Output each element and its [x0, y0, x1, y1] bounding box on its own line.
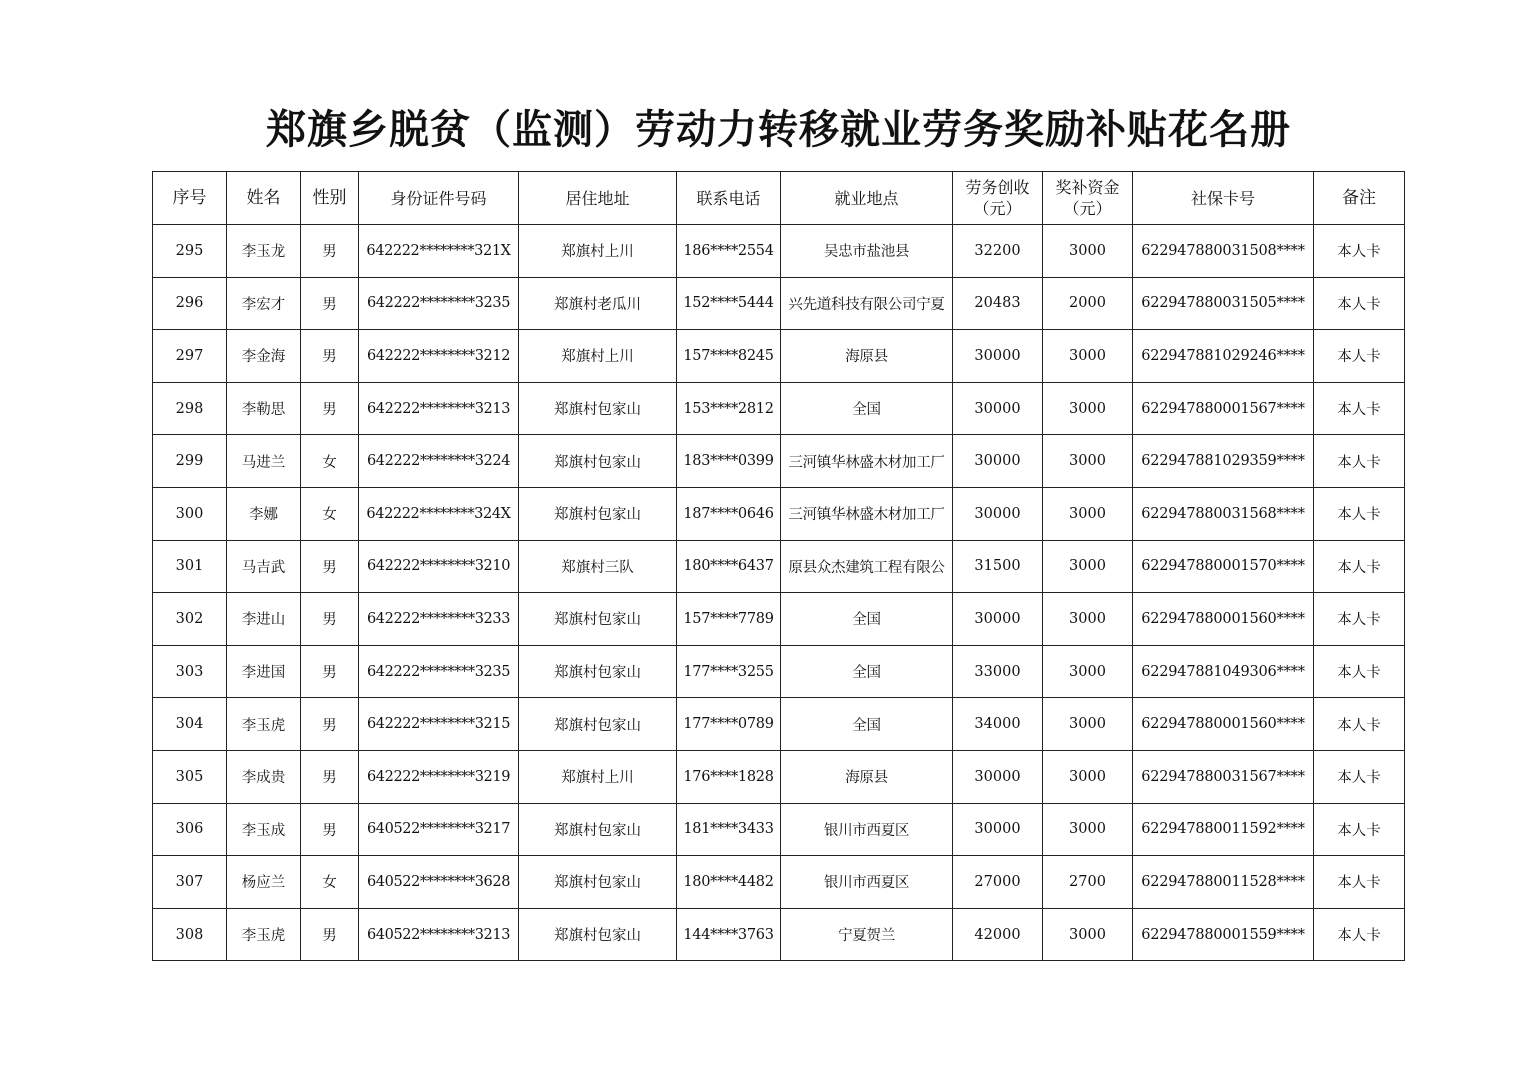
cell-phone: 144****3763 — [677, 908, 781, 961]
cell-work-place: 三河镇华林盛木材加工厂 — [781, 435, 953, 488]
cell-work-place: 银川市西夏区 — [781, 803, 953, 856]
cell-seq: 305 — [153, 750, 227, 803]
header-phone: 联系电话 — [677, 172, 781, 225]
cell-address: 郑旗村包家山 — [519, 435, 677, 488]
cell-seq: 304 — [153, 698, 227, 751]
cell-id-number: 642222********3213 — [359, 382, 519, 435]
cell-seq: 306 — [153, 803, 227, 856]
cell-name: 李玉成 — [227, 803, 301, 856]
cell-phone: 183****0399 — [677, 435, 781, 488]
cell-gender: 男 — [301, 277, 359, 330]
cell-card-number: 622947880011528**** — [1133, 856, 1314, 909]
header-card-number: 社保卡号 — [1133, 172, 1314, 225]
cell-subsidy: 3000 — [1043, 487, 1133, 540]
cell-remark: 本人卡 — [1314, 225, 1405, 278]
cell-gender: 女 — [301, 435, 359, 488]
cell-id-number: 642222********3224 — [359, 435, 519, 488]
cell-card-number: 622947880001560**** — [1133, 593, 1314, 646]
cell-phone: 181****3433 — [677, 803, 781, 856]
cell-income: 32200 — [953, 225, 1043, 278]
cell-remark: 本人卡 — [1314, 330, 1405, 383]
cell-remark: 本人卡 — [1314, 645, 1405, 698]
header-remark: 备注 — [1314, 172, 1405, 225]
cell-work-place: 宁夏贺兰 — [781, 908, 953, 961]
cell-address: 郑旗村上川 — [519, 225, 677, 278]
cell-card-number: 622947880001560**** — [1133, 698, 1314, 751]
cell-address: 郑旗村包家山 — [519, 803, 677, 856]
cell-id-number: 642222********3215 — [359, 698, 519, 751]
cell-seq: 302 — [153, 593, 227, 646]
cell-gender: 女 — [301, 856, 359, 909]
cell-remark: 本人卡 — [1314, 435, 1405, 488]
cell-income: 30000 — [953, 435, 1043, 488]
cell-id-number: 642222********3233 — [359, 593, 519, 646]
cell-subsidy: 2700 — [1043, 856, 1133, 909]
cell-phone: 153****2812 — [677, 382, 781, 435]
cell-id-number: 642222********321X — [359, 225, 519, 278]
table-row — [153, 435, 1405, 488]
cell-seq: 297 — [153, 330, 227, 383]
cell-phone: 180****4482 — [677, 856, 781, 909]
header-gender: 性别 — [301, 172, 359, 225]
cell-work-place: 兴先道科技有限公司宁夏 — [781, 277, 953, 330]
cell-card-number: 622947880011592**** — [1133, 803, 1314, 856]
cell-seq: 299 — [153, 435, 227, 488]
cell-remark: 本人卡 — [1314, 856, 1405, 909]
cell-seq: 301 — [153, 540, 227, 593]
cell-card-number: 622947880001567**** — [1133, 382, 1314, 435]
cell-seq: 308 — [153, 908, 227, 961]
cell-subsidy: 3000 — [1043, 698, 1133, 751]
cell-id-number: 642222********3235 — [359, 277, 519, 330]
cell-phone: 177****3255 — [677, 645, 781, 698]
table-header — [153, 172, 1405, 225]
header-income: 劳务创收（元） — [953, 172, 1043, 225]
cell-phone: 152****5444 — [677, 277, 781, 330]
cell-address: 郑旗村三队 — [519, 540, 677, 593]
cell-address: 郑旗村包家山 — [519, 593, 677, 646]
header-name: 姓名 — [227, 172, 301, 225]
cell-seq: 307 — [153, 856, 227, 909]
cell-address: 郑旗村包家山 — [519, 908, 677, 961]
cell-address: 郑旗村上川 — [519, 330, 677, 383]
cell-remark: 本人卡 — [1314, 487, 1405, 540]
cell-subsidy: 3000 — [1043, 803, 1133, 856]
cell-id-number: 642222********3210 — [359, 540, 519, 593]
table-row — [153, 908, 1405, 961]
cell-subsidy: 3000 — [1043, 540, 1133, 593]
cell-address: 郑旗村上川 — [519, 750, 677, 803]
cell-phone: 186****2554 — [677, 225, 781, 278]
cell-id-number: 640522********3628 — [359, 856, 519, 909]
cell-gender: 男 — [301, 803, 359, 856]
cell-address: 郑旗村包家山 — [519, 645, 677, 698]
cell-remark: 本人卡 — [1314, 382, 1405, 435]
cell-card-number: 622947880031568**** — [1133, 487, 1314, 540]
cell-subsidy: 3000 — [1043, 593, 1133, 646]
cell-gender: 男 — [301, 908, 359, 961]
cell-address: 郑旗村包家山 — [519, 856, 677, 909]
cell-card-number: 622947881049306**** — [1133, 645, 1314, 698]
cell-card-number: 622947880031505**** — [1133, 277, 1314, 330]
cell-income: 20483 — [953, 277, 1043, 330]
cell-income: 27000 — [953, 856, 1043, 909]
cell-card-number: 622947881029359**** — [1133, 435, 1314, 488]
header-work-place: 就业地点 — [781, 172, 953, 225]
table-row — [153, 487, 1405, 540]
header-subsidy: 奖补资金（元） — [1043, 172, 1133, 225]
cell-gender: 女 — [301, 487, 359, 540]
cell-card-number: 622947880031508**** — [1133, 225, 1314, 278]
cell-id-number: 640522********3213 — [359, 908, 519, 961]
cell-subsidy: 2000 — [1043, 277, 1133, 330]
cell-remark: 本人卡 — [1314, 277, 1405, 330]
cell-gender: 男 — [301, 382, 359, 435]
table-row — [153, 750, 1405, 803]
cell-gender: 男 — [301, 330, 359, 383]
cell-phone: 177****0789 — [677, 698, 781, 751]
cell-income: 30000 — [953, 330, 1043, 383]
header-address: 居住地址 — [519, 172, 677, 225]
subsidy-roster-table — [152, 171, 1405, 961]
cell-subsidy: 3000 — [1043, 645, 1133, 698]
cell-name: 杨应兰 — [227, 856, 301, 909]
cell-name: 李进山 — [227, 593, 301, 646]
table-row — [153, 330, 1405, 383]
cell-income: 31500 — [953, 540, 1043, 593]
cell-address: 郑旗村包家山 — [519, 698, 677, 751]
cell-income: 30000 — [953, 593, 1043, 646]
cell-name: 李玉虎 — [227, 908, 301, 961]
cell-work-place: 海原县 — [781, 330, 953, 383]
cell-work-place: 三河镇华林盛木材加工厂 — [781, 487, 953, 540]
cell-income: 42000 — [953, 908, 1043, 961]
cell-id-number: 642222********3212 — [359, 330, 519, 383]
cell-name: 马进兰 — [227, 435, 301, 488]
cell-id-number: 642222********324X — [359, 487, 519, 540]
cell-income: 30000 — [953, 382, 1043, 435]
table-body — [153, 225, 1405, 961]
cell-gender: 男 — [301, 698, 359, 751]
cell-name: 李进国 — [227, 645, 301, 698]
cell-phone: 157****8245 — [677, 330, 781, 383]
cell-gender: 男 — [301, 225, 359, 278]
cell-income: 30000 — [953, 803, 1043, 856]
cell-work-place: 全国 — [781, 645, 953, 698]
cell-name: 李宏才 — [227, 277, 301, 330]
cell-name: 马吉武 — [227, 540, 301, 593]
header-seq: 序号 — [153, 172, 227, 225]
cell-card-number: 622947881029246**** — [1133, 330, 1314, 383]
cell-seq: 303 — [153, 645, 227, 698]
table-row — [153, 698, 1405, 751]
cell-remark: 本人卡 — [1314, 593, 1405, 646]
table-row — [153, 593, 1405, 646]
cell-subsidy: 3000 — [1043, 330, 1133, 383]
cell-seq: 296 — [153, 277, 227, 330]
cell-remark: 本人卡 — [1314, 908, 1405, 961]
cell-phone: 176****1828 — [677, 750, 781, 803]
cell-work-place: 原县众杰建筑工程有限公 — [781, 540, 953, 593]
table-row — [153, 277, 1405, 330]
cell-seq: 298 — [153, 382, 227, 435]
cell-gender: 男 — [301, 750, 359, 803]
cell-work-place: 全国 — [781, 593, 953, 646]
cell-id-number: 642222********3235 — [359, 645, 519, 698]
cell-income: 30000 — [953, 487, 1043, 540]
cell-phone: 157****7789 — [677, 593, 781, 646]
cell-seq: 295 — [153, 225, 227, 278]
cell-id-number: 642222********3219 — [359, 750, 519, 803]
cell-remark: 本人卡 — [1314, 698, 1405, 751]
cell-subsidy: 3000 — [1043, 908, 1133, 961]
cell-work-place: 吴忠市盐池县 — [781, 225, 953, 278]
cell-phone: 187****0646 — [677, 487, 781, 540]
cell-name: 李成贵 — [227, 750, 301, 803]
cell-work-place: 全国 — [781, 382, 953, 435]
table-row — [153, 382, 1405, 435]
cell-name: 李娜 — [227, 487, 301, 540]
document-title: 郑旗乡脱贫（监测）劳动力转移就业劳务奖励补贴花名册 — [266, 107, 1291, 153]
cell-gender: 男 — [301, 645, 359, 698]
cell-work-place: 海原县 — [781, 750, 953, 803]
cell-work-place: 银川市西夏区 — [781, 856, 953, 909]
cell-subsidy: 3000 — [1043, 750, 1133, 803]
cell-income: 33000 — [953, 645, 1043, 698]
cell-gender: 男 — [301, 593, 359, 646]
table-row — [153, 540, 1405, 593]
cell-card-number: 622947880031567**** — [1133, 750, 1314, 803]
cell-seq: 300 — [153, 487, 227, 540]
cell-card-number: 622947880001559**** — [1133, 908, 1314, 961]
cell-address: 郑旗村包家山 — [519, 382, 677, 435]
cell-name: 李金海 — [227, 330, 301, 383]
table-row — [153, 225, 1405, 278]
cell-name: 李玉虎 — [227, 698, 301, 751]
cell-id-number: 640522********3217 — [359, 803, 519, 856]
cell-address: 郑旗村包家山 — [519, 487, 677, 540]
table-row — [153, 803, 1405, 856]
table-row — [153, 856, 1405, 909]
cell-name: 李玉龙 — [227, 225, 301, 278]
cell-work-place: 全国 — [781, 698, 953, 751]
table-row — [153, 645, 1405, 698]
cell-subsidy: 3000 — [1043, 225, 1133, 278]
cell-subsidy: 3000 — [1043, 382, 1133, 435]
cell-address: 郑旗村老瓜川 — [519, 277, 677, 330]
cell-subsidy: 3000 — [1043, 435, 1133, 488]
cell-name: 李勒思 — [227, 382, 301, 435]
cell-gender: 男 — [301, 540, 359, 593]
cell-phone: 180****6437 — [677, 540, 781, 593]
cell-remark: 本人卡 — [1314, 803, 1405, 856]
cell-income: 34000 — [953, 698, 1043, 751]
cell-remark: 本人卡 — [1314, 540, 1405, 593]
header-row — [153, 172, 1405, 225]
cell-income: 30000 — [953, 750, 1043, 803]
cell-remark: 本人卡 — [1314, 750, 1405, 803]
cell-card-number: 622947880001570**** — [1133, 540, 1314, 593]
header-id-number: 身份证件号码 — [359, 172, 519, 225]
